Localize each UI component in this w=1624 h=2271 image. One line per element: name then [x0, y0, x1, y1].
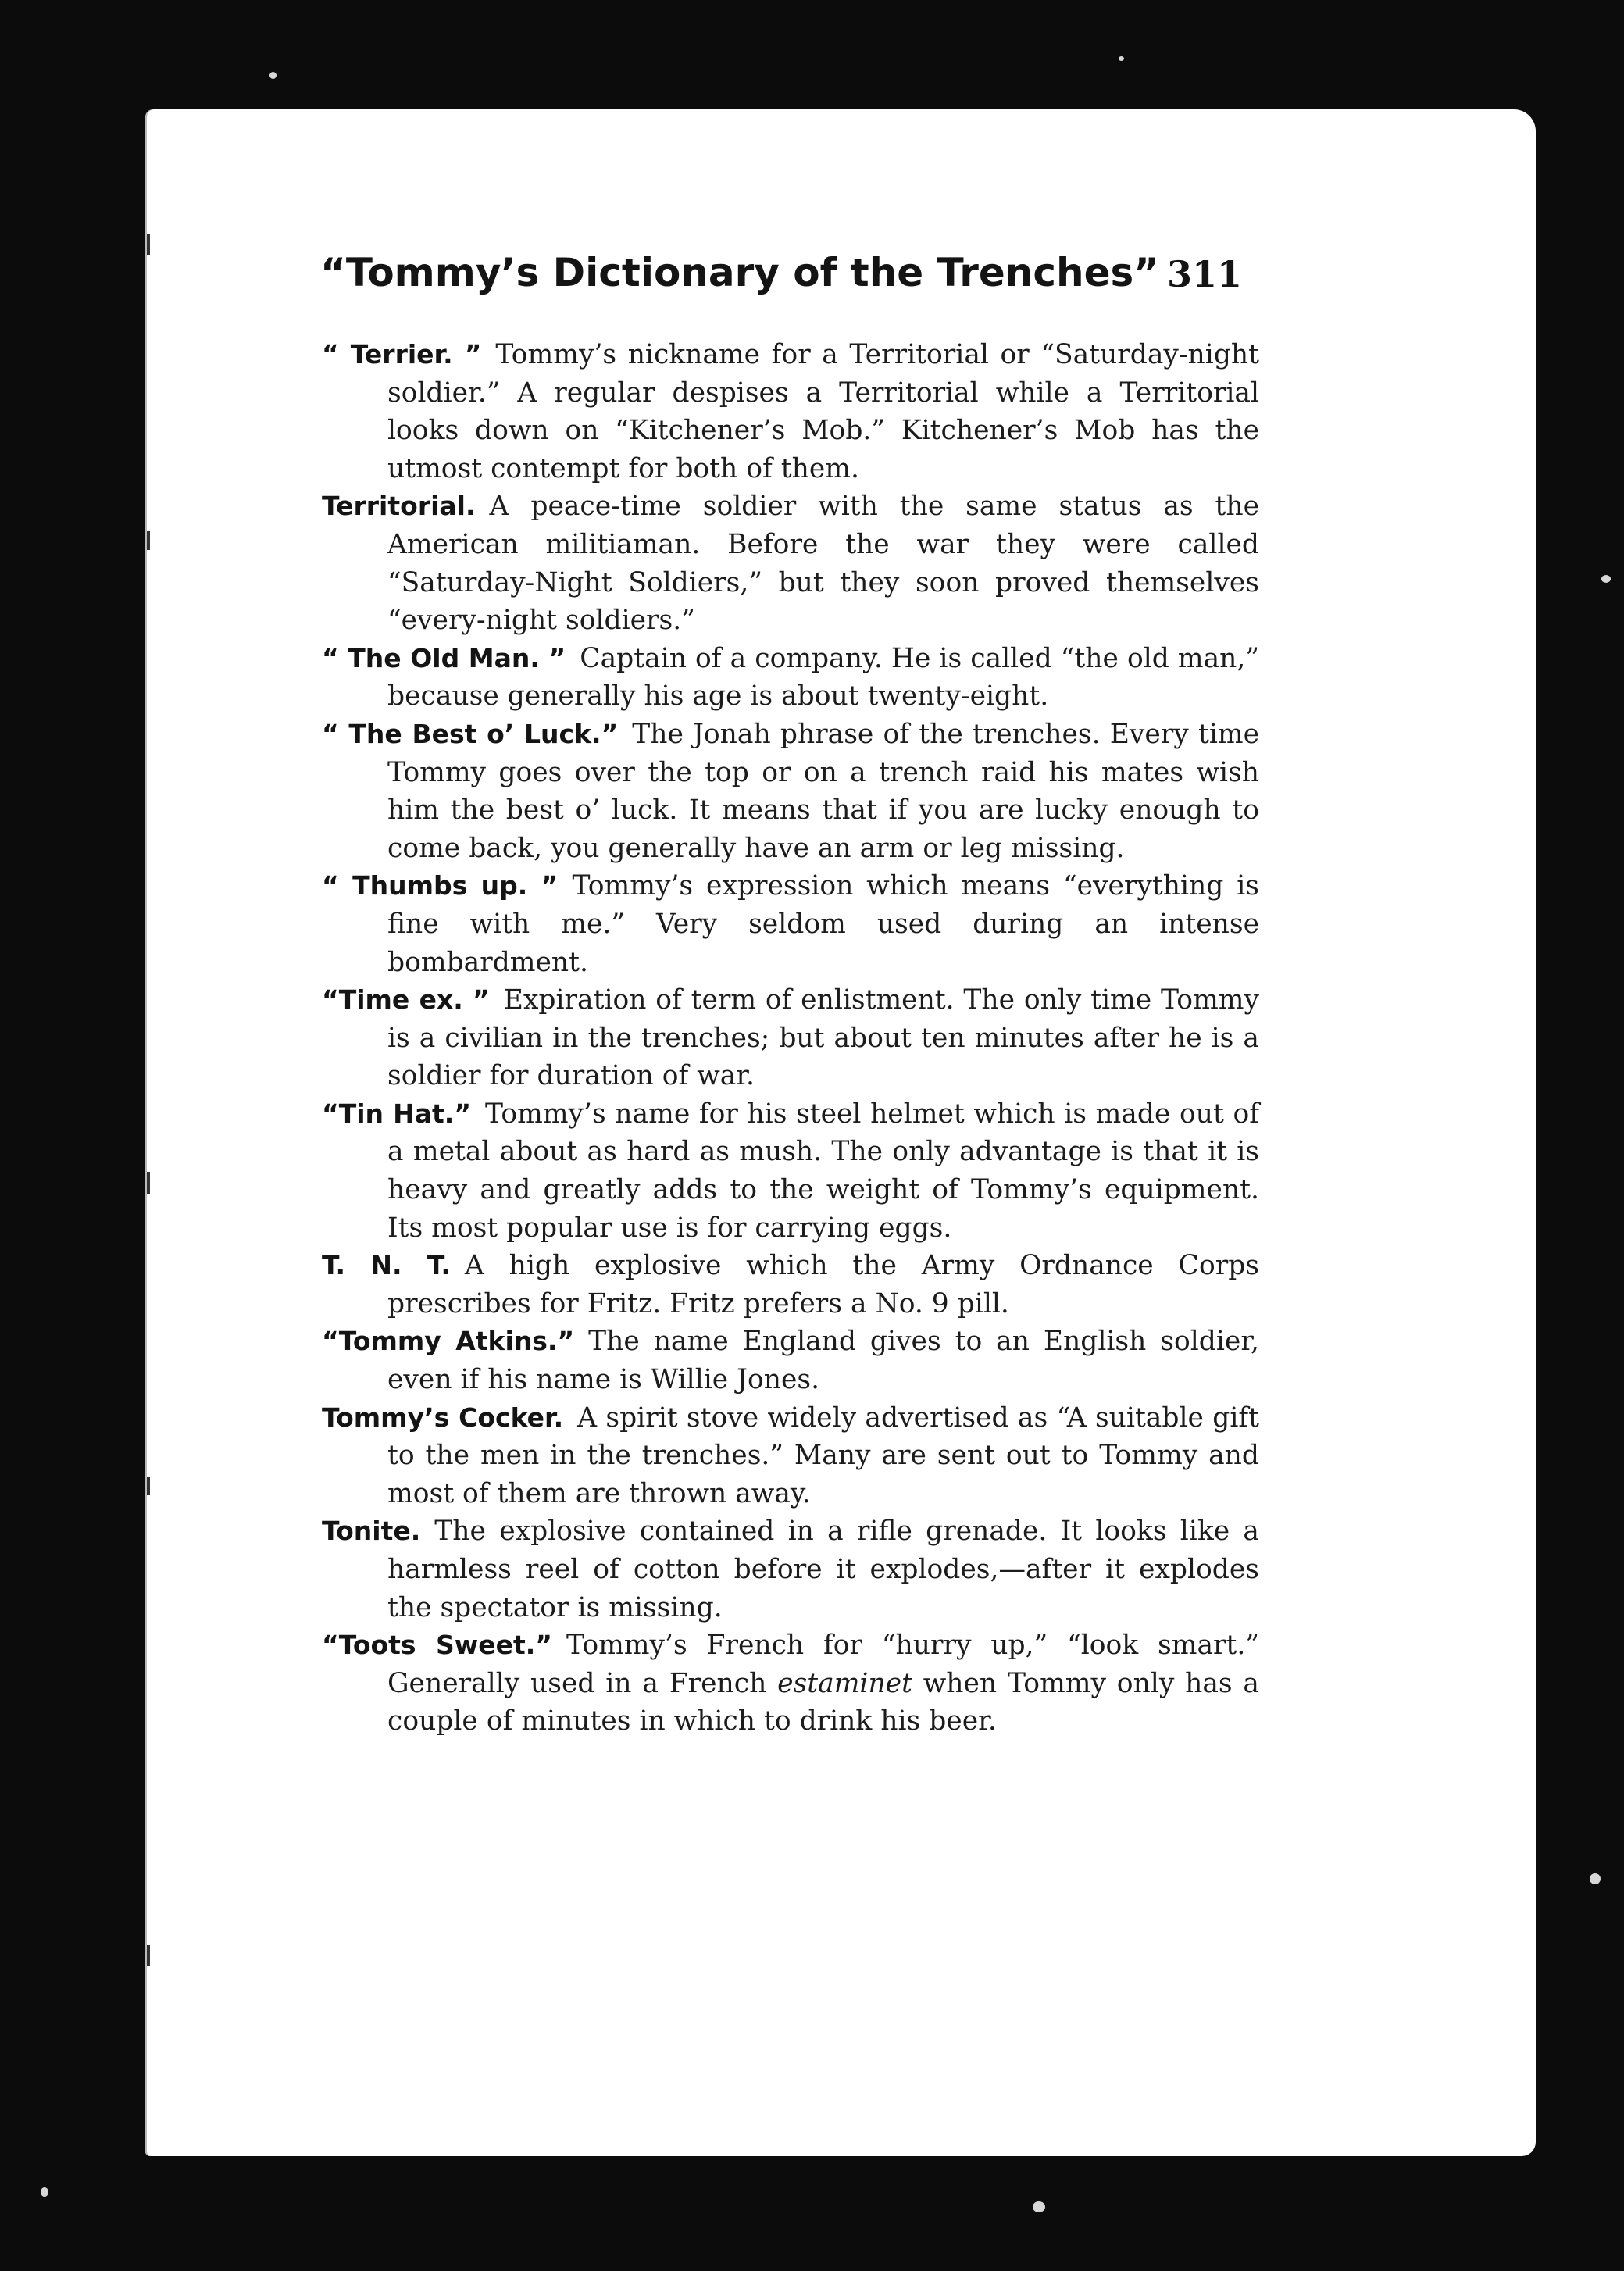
entry-definition: Captain of a company. He is called “the old man,” because generally his age is about twenty-eight. — [387, 642, 1259, 712]
entry-tin-hat — [322, 1095, 1259, 1247]
entry-term: “Tin Hat.” — [322, 1098, 472, 1129]
entry-term: “ Thumbs up. ” — [322, 870, 559, 902]
entry-term: “ The Old Man. ” — [322, 642, 566, 673]
gutter-mark — [147, 1945, 150, 1966]
running-head: “Tommy’s Dictionary of the Trenches” — [320, 250, 1160, 295]
entry-term: “ The Best o’ Luck.” — [322, 718, 619, 749]
entry-tonite — [322, 1512, 1259, 1626]
entry-definition: Expiration of term of enlistment. The only time Tommy is a civilian in the trenches; but about ten minutes after he is a soldier for duration of war. — [387, 984, 1259, 1092]
gutter-mark — [147, 234, 150, 255]
entry-term: Tommy’s Cocker. — [322, 1402, 564, 1433]
entry-terrier — [322, 336, 1259, 487]
entry-definition: The explosive contained in a rifle grenade. It looks like a harmless reel of cotton before it explodes,—after it explodes the spectator is missing. — [387, 1516, 1259, 1623]
entry-time-ex — [322, 981, 1259, 1095]
entry-the-old-man — [322, 640, 1259, 716]
gutter-mark — [147, 1172, 150, 1194]
gutter-mark — [147, 531, 150, 550]
entry-definition: Tommy’s nickname for a Territorial or “Saturday-night soldier.” A regular despises a Territorial while a Territorial looks down on “Kitchener’s Mob.” Kitchener’s Mob has the utmost contempt for both of them. — [387, 339, 1259, 484]
entry-toots-sweet — [322, 1626, 1259, 1741]
entry-term: “ Terrier. ” — [322, 339, 482, 370]
entry-term: “Toots Sweet.” — [322, 1630, 552, 1661]
page-number: 311 — [1166, 253, 1242, 295]
dictionary-entries — [322, 336, 1259, 1741]
entry-definition: Tommy’s name for his steel helmet which is made out of a metal about as hard as mush. The only advantage is that it is heavy and greatly adds to the weight of Tommy’s equipment. Its most popular use is for carrying eggs. — [387, 1098, 1259, 1244]
entry-tommys-cocker — [322, 1399, 1259, 1513]
entry-definition: A high explosive which the Army Ordnance Corps prescribes for Fritz. Fritz prefers a No. 9 pill. — [387, 1250, 1259, 1319]
entry-best-o-luck — [322, 716, 1259, 867]
gutter-mark — [147, 1477, 150, 1495]
entry-term: Territorial. — [322, 491, 476, 522]
entry-definition-cont: when Tommy only has a couple of minutes in which to drink his beer. — [387, 1667, 1259, 1737]
entry-term: Tonite. — [322, 1516, 421, 1547]
entry-definition: The Jonah phrase of the trenches. Every time Tommy goes over the top or on a trench raid his mates wish him the best o’ luck. It means that if you are lucky enough to come back, you generally have an arm or leg missing. — [387, 718, 1259, 864]
entry-term: “Time ex. ” — [322, 984, 490, 1016]
entry-definition: Tommy’s French for “hurry up,” “look smart.” Generally used in a French — [387, 1630, 1259, 1699]
entry-definition: The name England gives to an English soldier, even if his name is Willie Jones. — [387, 1326, 1259, 1396]
entry-term: T. N. T. — [322, 1250, 451, 1281]
entry-thumbs-up — [322, 867, 1259, 981]
entry-tommy-atkins — [322, 1323, 1259, 1398]
entry-territorial — [322, 487, 1259, 639]
entry-tnt — [322, 1247, 1259, 1323]
entry-italic-word: estaminet — [777, 1667, 912, 1699]
entry-term: “Tommy Atkins.” — [322, 1326, 575, 1357]
page-header — [320, 250, 1242, 295]
entry-definition: Tommy’s expression which means “everything is fine with me.” Very seldom used during an intense bombardment. — [387, 870, 1259, 978]
entry-definition: A spirit stove widely advertised as “A suitable gift to the men in the trenches.” Many are sent out to Tommy and most of them are thrown away. — [387, 1402, 1259, 1509]
entry-definition: A peace-time soldier with the same status as the American militiaman. Before the war they were called “Saturday-Night Soldiers,” but they soon proved themselves “every-night soldiers.” — [387, 491, 1259, 637]
